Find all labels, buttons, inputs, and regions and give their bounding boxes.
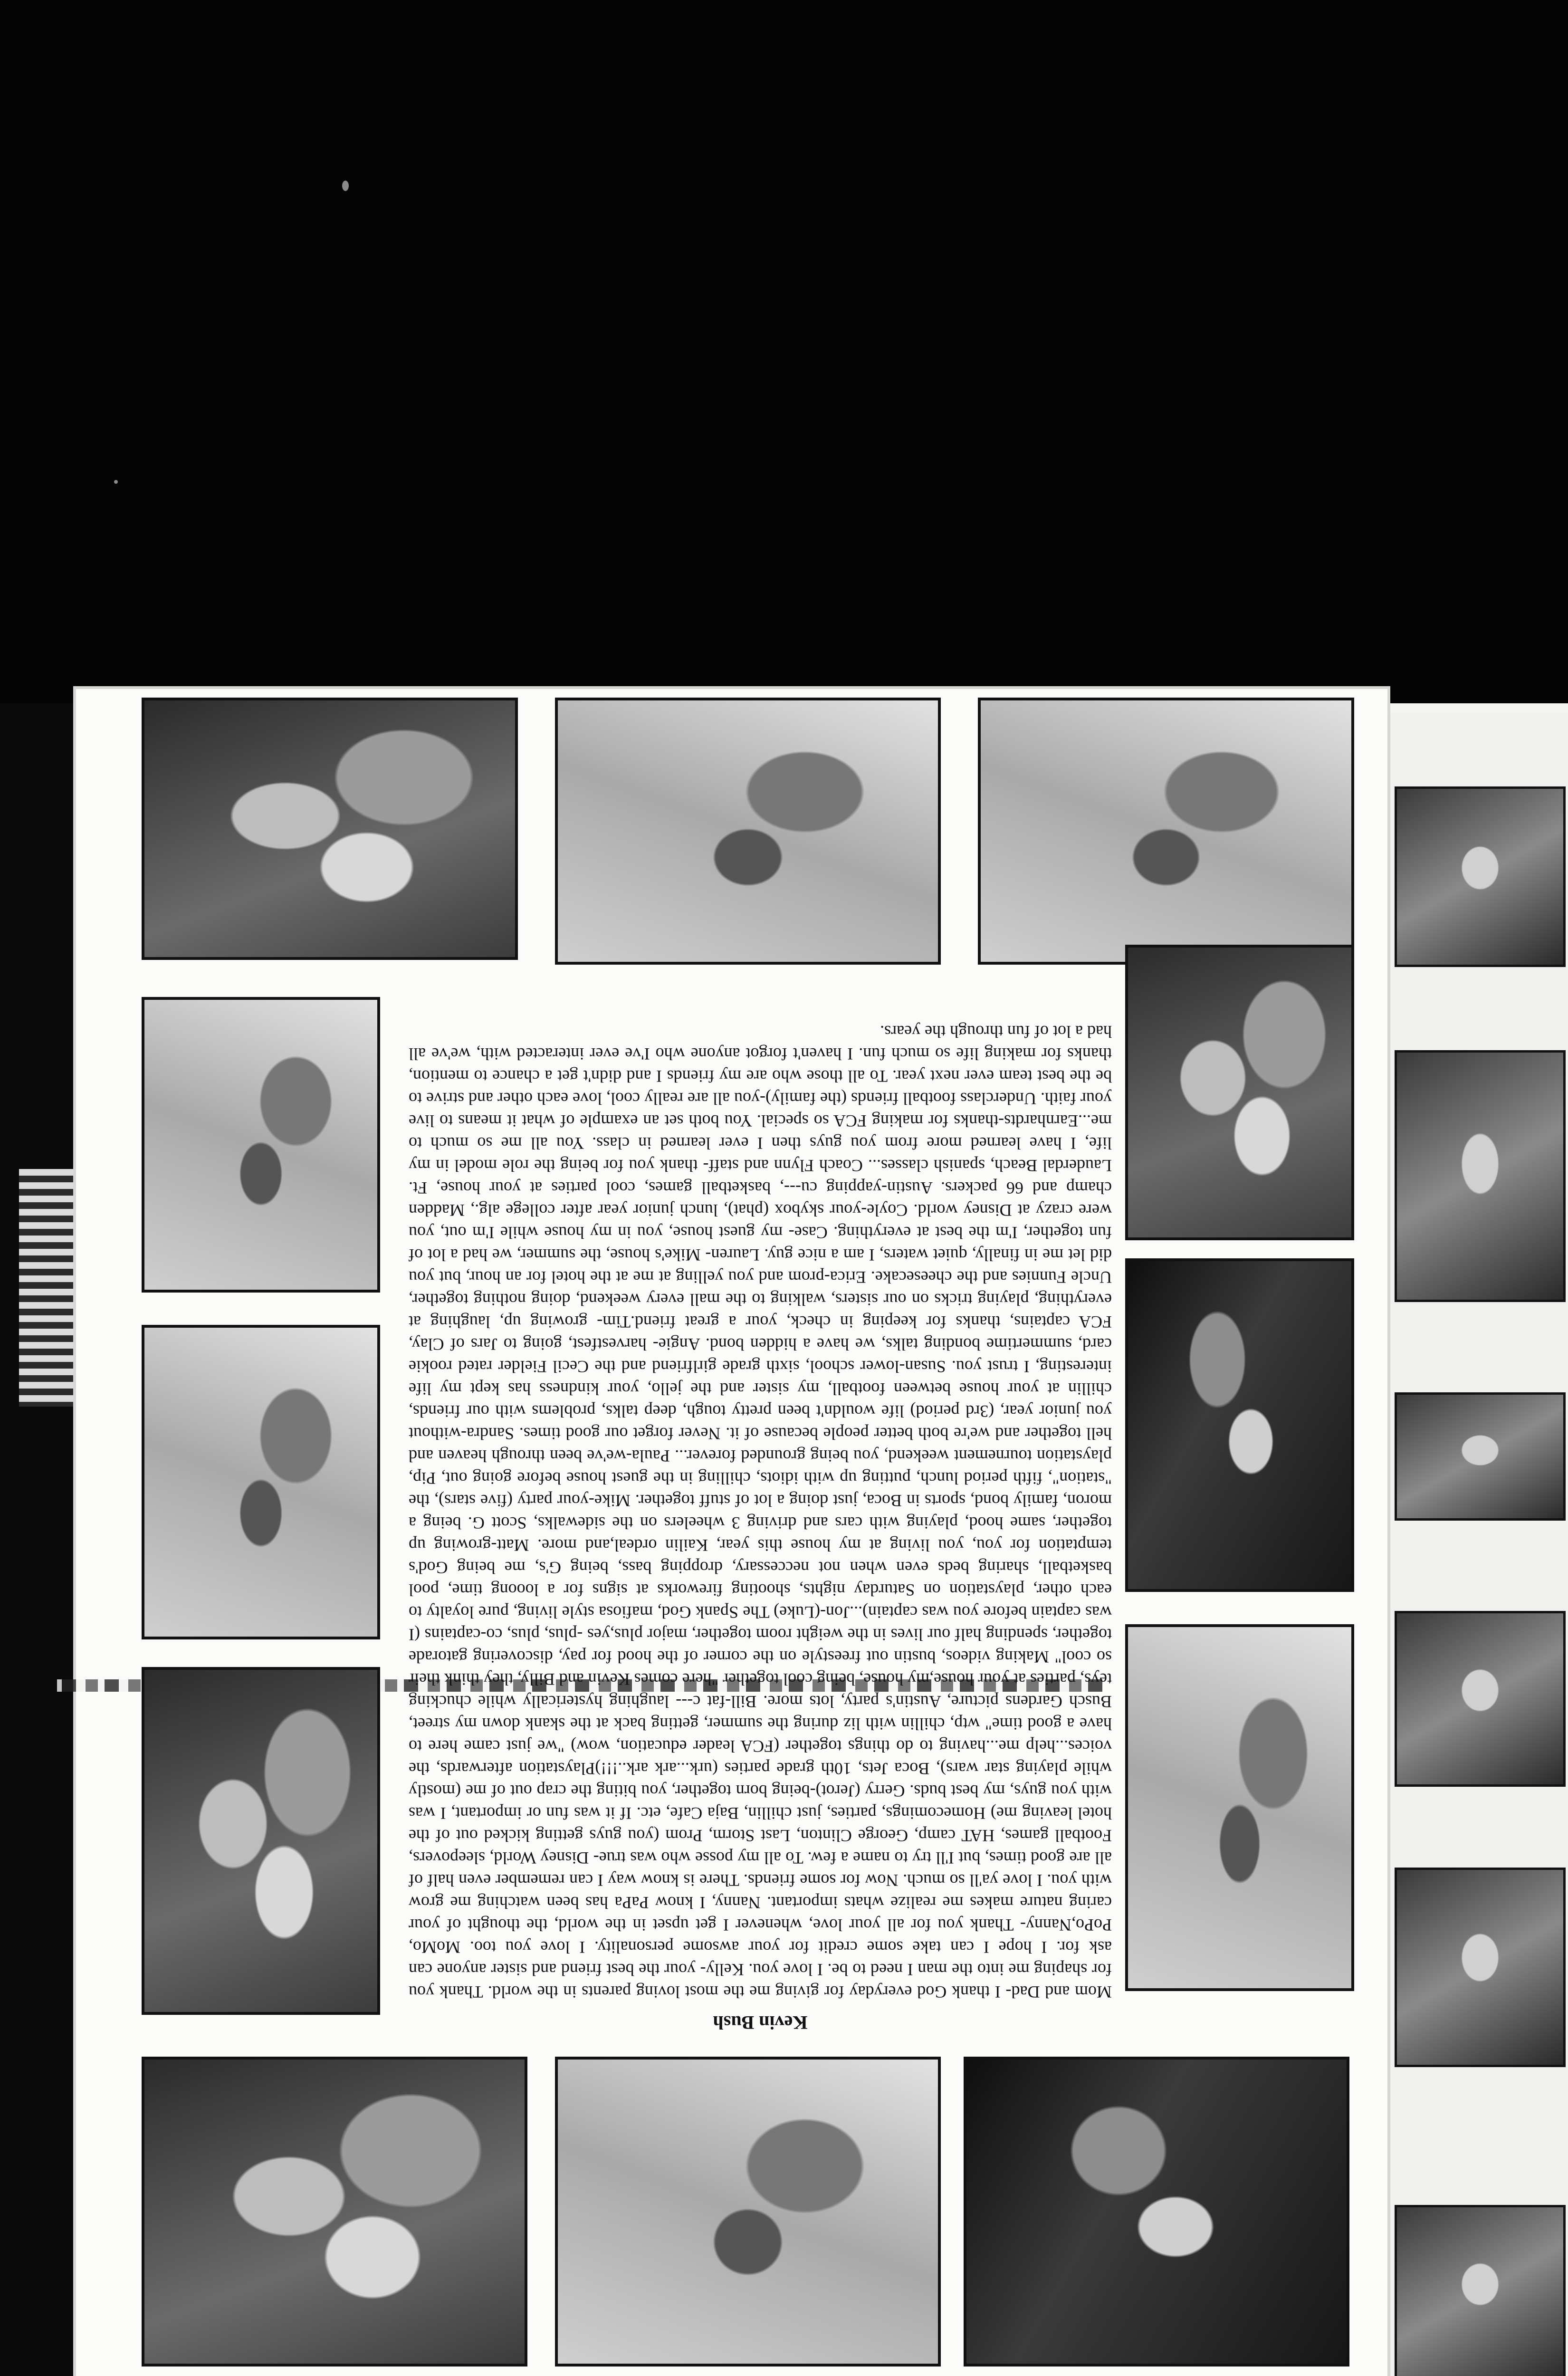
dark-background-left: [0, 703, 76, 2376]
rotated-page-content: [76, 689, 1387, 2376]
facing-page-photo: [1395, 1611, 1566, 1787]
photo-team-group: [142, 1325, 380, 1639]
article-body: Mom and Dad- I thank God everyday for giving me the most loving parents in the world. Thank you for shaping me into the man I need to be. I love you. Kelly- your the best friend and sister anyone can ask for. I hope I can take some credit for your awsome personality. I love you too. MoMo, PoPo,Nanny- Thank you for all your love, whenever I get upset in the world, the thought of your caring nature makes me realize whats important. Nanny, I know PaPa has been watching me grow with you. I love ya'll so much. Now for some friends. There is know way I can remember even half of all are good times, but I'll try to name a few. To all my posse who was true- Disney World, sleepovers, Football games, HAT camp, George Clinton, Last Storm, Prom (you guys getting kicked out of the hotel leaving me) Homecomings, parties, just chillin, Baja Cafe, etc. If it was fun or important, I was with you guys, my best buds. Gerry (Jerot)-being born together, you biting the crap out of me (mostly while playing star wars), Boca Jets, 10th grade parties (urk...ark ark..!!!)Playstation afterwards, the voices...help me...having to do things together (FCA leader education, wow) "we just came here to have a good time" wtp, chillin with liz during the summer, getting back at the skank down my street, Busch Gardens picture, Austin's party, lots more. Bill-fat c--- laughing hysterically while chucking teys, parties at your house,my house, being cool together "here comes Kevin and Billy, they think their so cool" Making videos, bustin out freestyle on the corner of the hood for pay, discovering gatorade together, spending half our lives in the weight room together, major plus,yes -plus, plus, co-captains (I was captain before you was captain)...Jon-(Luke) The Spank God, mafiosa style living, pure loyalty to each other, playstation on Saturday nights, shooting fireworks at signs for a looong time, pool basketball, sharing beds even when not neccessary, dropping bass, being G's, me being God's temptation for you, you living at my house this year, Kailin ordeal,and more. Matt-growing up together, same hood, playing with cars and driving 3 wheelers on the sidewalks, Scott G. being a moron, family bond, sports in Boca, just doing a lot of stuff together. Mike-your party (five stars), the "station", fifth period lunch, putting up with idiots, chilling in the guest house before going out, Pip, playstation tournement weekend, you being grounded forever... Paula-we've been through heaven and hell together and we're both better people because of it. Never forget our good times. Sandra-without you junior year, (3rd period) life wouldn't been pretty tough, deep talks, problems with our friends, chillin at your house between football, my sister and the jello, your kindness has kept my life interesting, I trust you. Susan-lower school, sixth grade girlfriend and the Cecil Fielder rated rookie card, summertime bonding talks, we have a hidden bond. Angie- harvestfest, going to Jars of Clay, FCA captains, thanks for keeping in check, your a great friend.Tim- growing up, laughing at everything, playing tricks on our sisters, walking to the mall every weekend, doing nothing together, Uncle Funnies and the cheesecake. Erica-prom and you yelling at me at the hotel for an hour, but you did let me in finally, quiet waters, I am a nice guy. Lauren- Mike's house, the summer, we had a lot of fun together, I'm the best at everything. Case- my guest house, you in my house while I'm out, you were crazy at Disney world. Coyle-your skybox (phat), lunch junior year after college alg., Madden champ and 66 packers. Austin-yapping cu---, basketball games, cool parties at your house, Ft. Lauderdal Beach, spanish classes... Coach Flynn and staff- thank you for being the role model in my life, I have learned more from you guys then I ever learned in class. You all me so much to me...Earnhardts-thanks for making FCA so special. You both set an example of what it means to live your faith. Underclass football friends (the family)-you all are really cool, love each other and strive to be the best team ever next year. To all those who are my friends I and didn't get a chance to mention, thanks for making life so much fun. I haven't forgot anyone who I've ever interacted with, we've all had a lot of fun through the years.: [408, 1022, 1112, 2002]
photo-two-people-indoors: [1125, 1624, 1354, 1991]
photo-jetski: [964, 2057, 1349, 2366]
tribute-article: [409, 1020, 1112, 2034]
dust-speck: [114, 480, 118, 484]
photo-boy-with-lamp: [142, 997, 380, 1293]
photo-friends-at-event: [142, 1667, 380, 2015]
yearbook-page: [76, 689, 1387, 2376]
photo-two-guys-outside: [142, 2057, 527, 2366]
dust-speck: [342, 181, 349, 191]
photo-couple-formal: [1125, 1258, 1354, 1592]
facing-page-photo: [1395, 1868, 1566, 2067]
facing-page-photo: [1395, 786, 1566, 967]
window-blind: [19, 1169, 76, 1407]
photo-group-seated: [978, 698, 1354, 965]
facing-page-photo: [1395, 2205, 1566, 2376]
facing-page-photo: [1395, 1392, 1566, 1521]
dark-background: [0, 0, 1568, 703]
photo-group-with-flowers: [555, 698, 941, 965]
photo-family-standing: [142, 698, 518, 960]
photo-girl-polka-dot: [1125, 945, 1354, 1240]
article-title: Kevin Bush: [713, 2012, 808, 2033]
photo-two-boys: [555, 2057, 941, 2366]
facing-page-photo: [1395, 1050, 1566, 1302]
